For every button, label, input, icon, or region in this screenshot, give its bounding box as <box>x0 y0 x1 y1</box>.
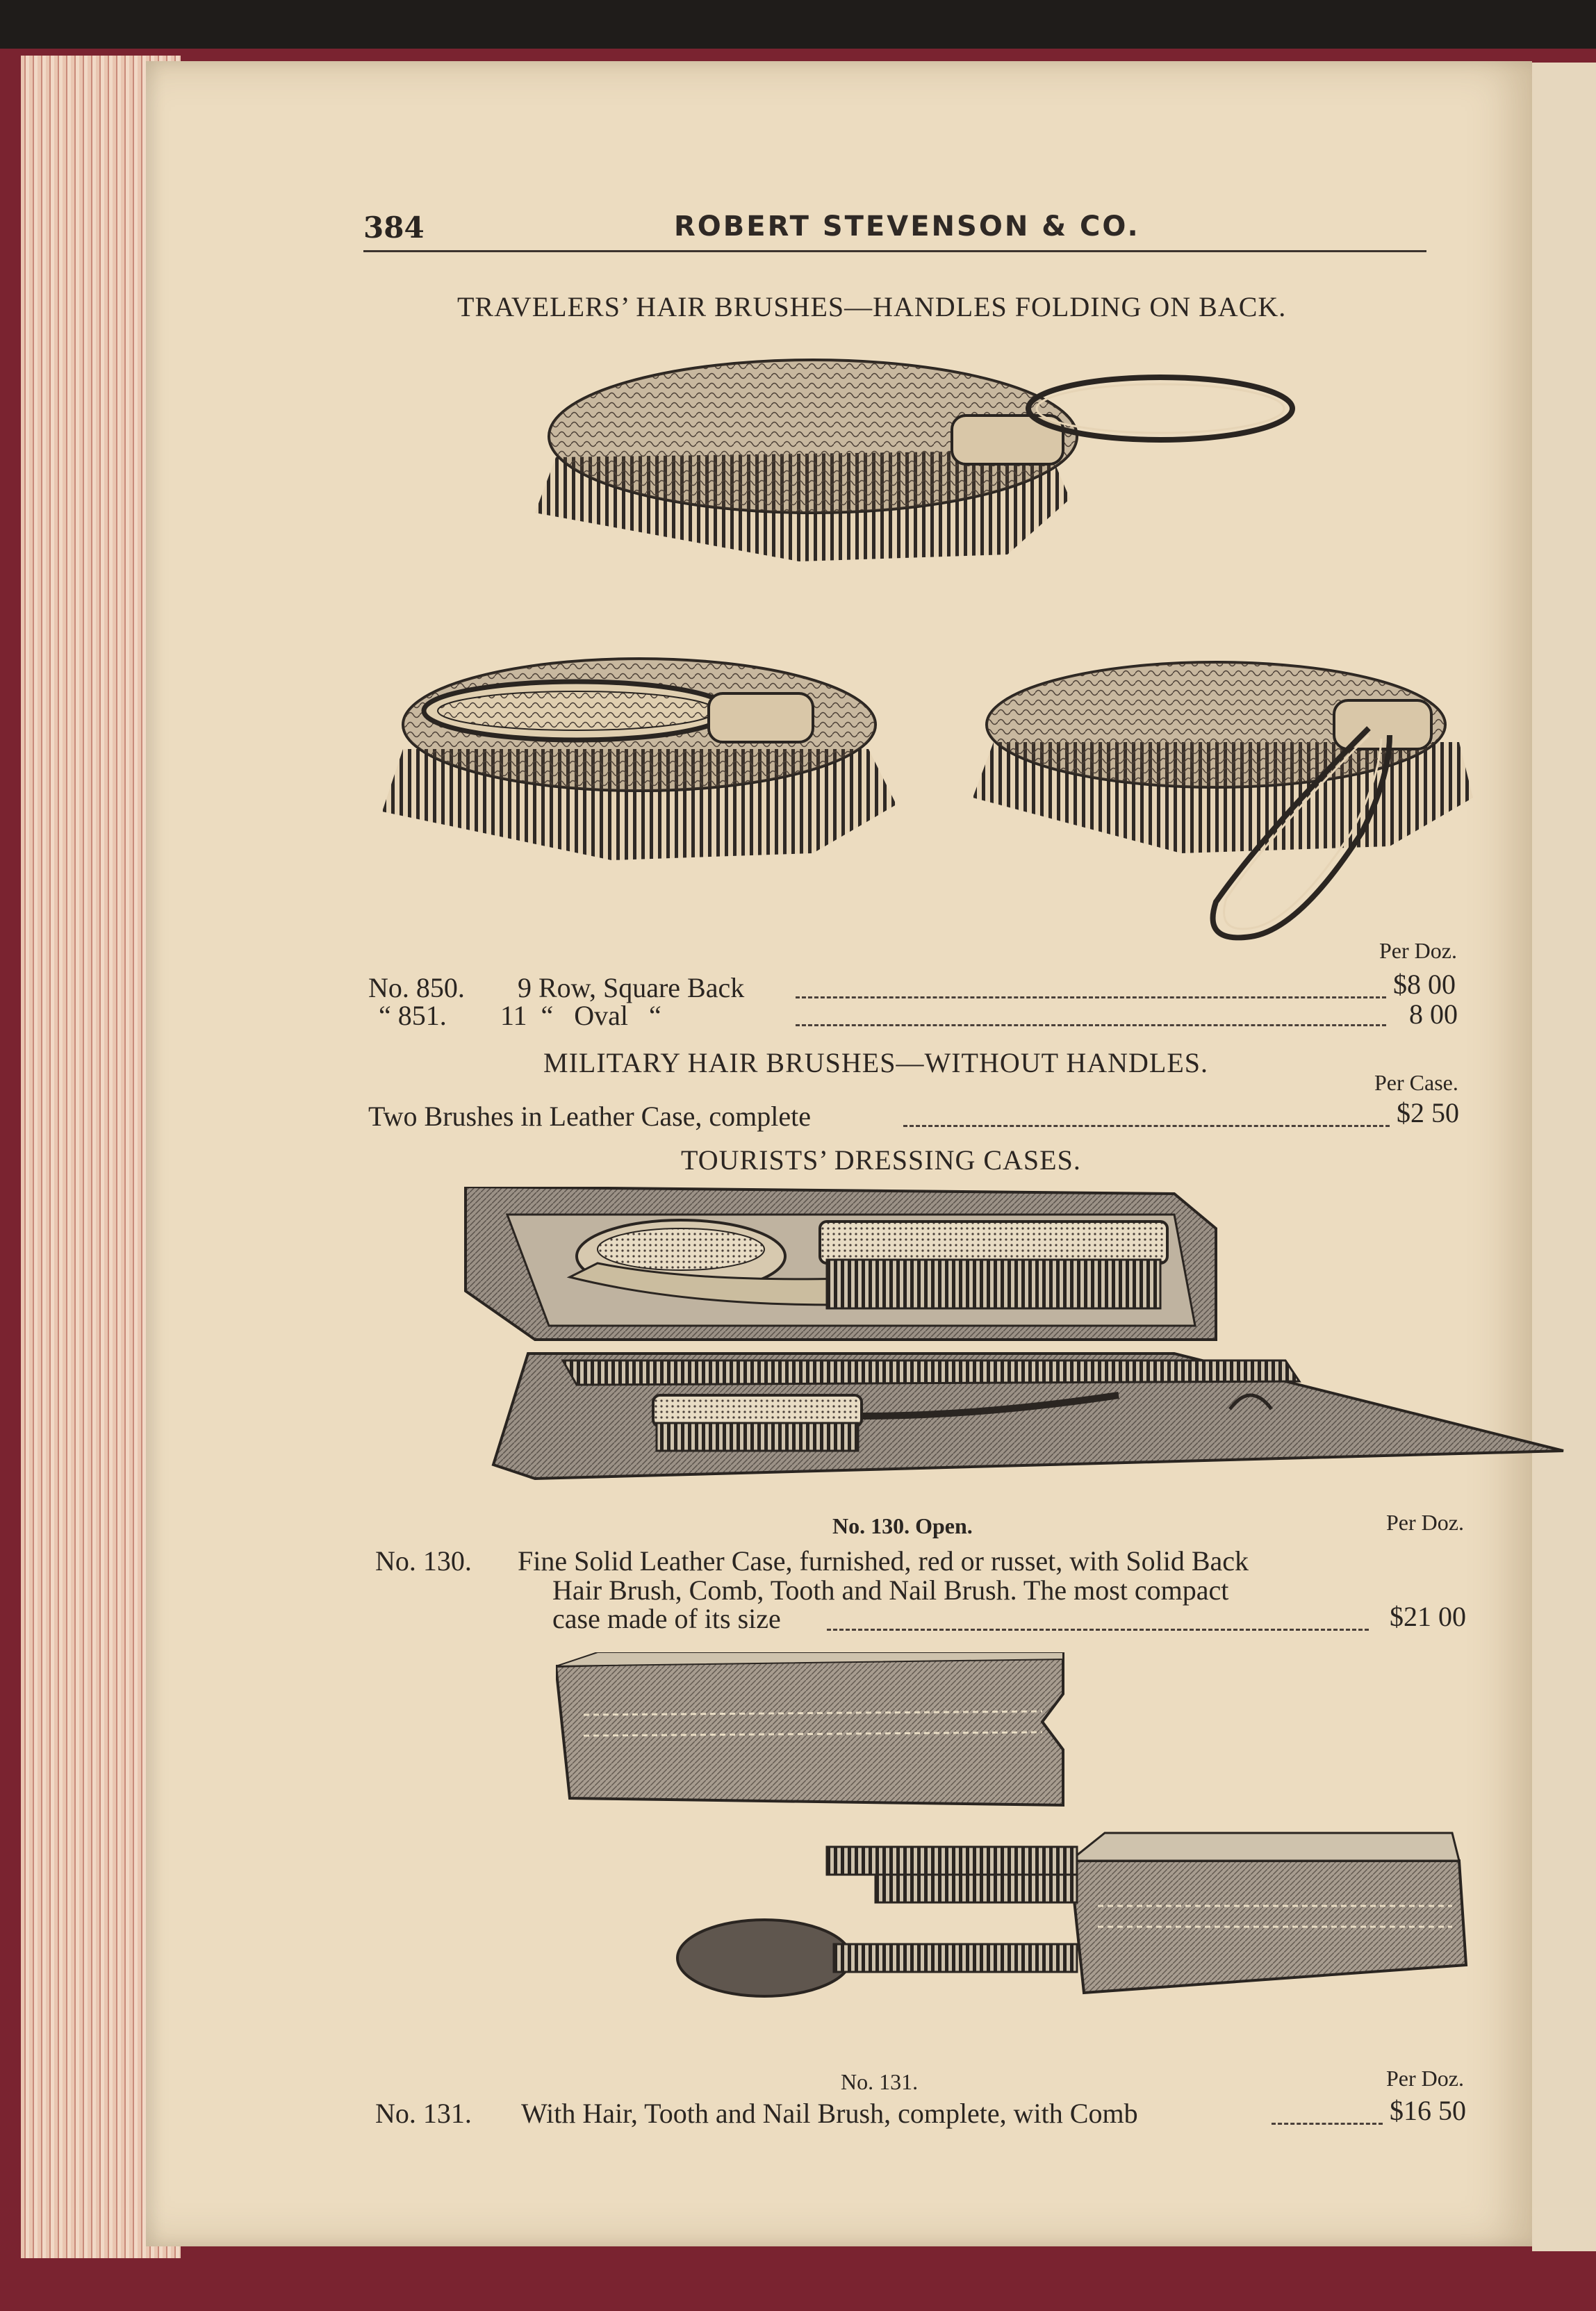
case-131-description: With Hair, Tooth and Nail Brush, complete, with Comb <box>521 2098 1138 2129</box>
dressing-case-131-illustration <box>556 1652 1480 2041</box>
travelers-brushes-title: TRAVELERS’ HAIR BRUSHES—HANDLES FOLDING ON BACK. <box>457 291 1287 322</box>
travelers-brush-illustration-1 <box>521 332 1306 638</box>
travelers-brush-illustration-2 <box>382 652 910 881</box>
item-851-price: 8 00 <box>1409 998 1458 1030</box>
item-850-number: No. 850. <box>368 972 465 1003</box>
travelers-brush-illustration-3 <box>973 659 1487 957</box>
header-rule <box>363 250 1426 252</box>
item-850-description: 9 Row, Square Back <box>518 972 745 1003</box>
section1-unit: Per Doz. <box>1379 938 1457 963</box>
item-851-number: “ 851. <box>379 1000 447 1031</box>
case-130-unit: Per Doz. <box>1386 1510 1464 1535</box>
case-130-price: $21 00 <box>1390 1601 1466 1632</box>
case-131-caption: No. 131. <box>841 2069 919 2094</box>
tourists-cases-title: TOURISTS’ DRESSING CASES. <box>681 1144 1081 1176</box>
military-brushes-leader <box>903 1125 1390 1127</box>
case-131-leader <box>1272 2123 1383 2125</box>
item-850-price: $8 00 <box>1393 969 1456 1000</box>
case-131-price: $16 50 <box>1390 2095 1466 2126</box>
case-130-caption: No. 130. Open. <box>832 1513 973 1538</box>
facing-page-edge <box>1532 63 1596 2251</box>
military-brushes-description: Two Brushes in Leather Case, complete <box>368 1101 812 1132</box>
case-131-number: No. 131. <box>375 2098 472 2129</box>
item-851-leader <box>796 1024 1386 1026</box>
publisher-header: ROBERT STEVENSON & CO. <box>674 211 1140 242</box>
military-brushes-price: $2 50 <box>1397 1097 1459 1128</box>
case-130-description-line-2: Hair Brush, Comb, Tooth and Nail Brush. The most compact <box>552 1574 1229 1606</box>
item-851-description: 11 “ Oval “ <box>500 1000 661 1031</box>
catalog-page <box>146 61 1532 2246</box>
case-130-number: No. 130. <box>375 1545 472 1577</box>
section2-unit: Per Case. <box>1374 1070 1458 1095</box>
dressing-case-130-illustration <box>459 1187 1570 1506</box>
military-brushes-title: MILITARY HAIR BRUSHES—WITHOUT HANDLES. <box>543 1047 1209 1078</box>
case-130-leader <box>827 1629 1369 1631</box>
case-130-description-line-1: Fine Solid Leather Case, furnished, red or russet, with Solid Back <box>518 1545 1249 1577</box>
case-130-description-line-3: case made of its size <box>552 1603 781 1634</box>
page-number: 384 <box>363 211 425 245</box>
item-850-leader <box>796 996 1386 998</box>
case-131-unit: Per Doz. <box>1386 2066 1464 2091</box>
